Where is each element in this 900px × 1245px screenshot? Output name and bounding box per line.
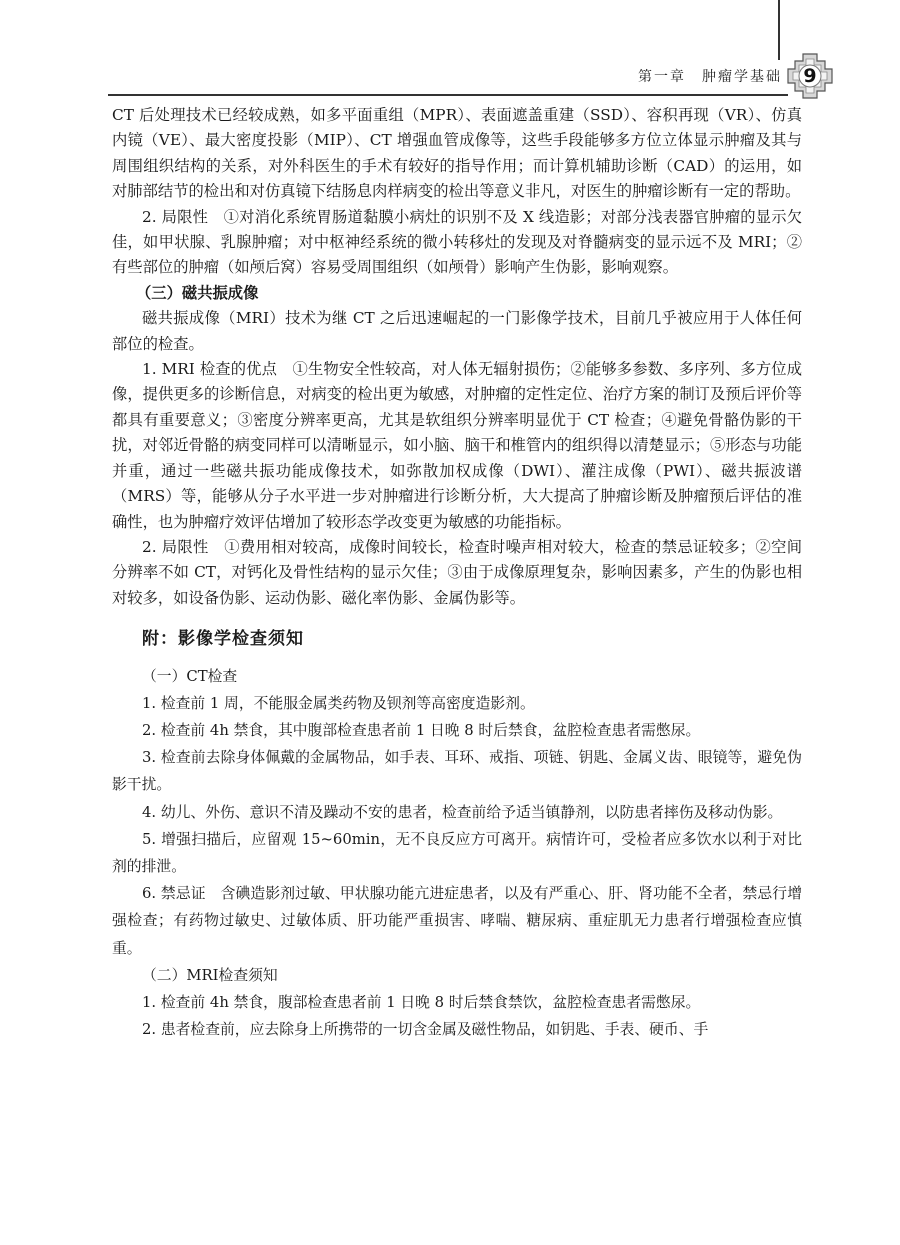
appendix-mri-heading: （二）MRI检查须知 — [142, 966, 278, 984]
list-item: 3. 检查前去除身体佩戴的金属物品，如手表、耳环、戒指、项链、钥匙、金属义齿、眼镜等，避免伪影干扰。 — [112, 749, 802, 794]
paragraph-mri-limitations: 2. 局限性 ①费用相对较高，成像时间较长，检查时噪声相对较大，检查的禁忌证较多；②空间分辨率不如 CT，对钙化及骨性结构的显示欠佳；③由于成像原理复杂，影响因素多，产生的伪影也相对较多，如设备伪影、运动伪影、磁化率伪影、金属伪影等。 — [112, 537, 802, 607]
list-item: 6. 禁忌证 含碘造影剂过敏、甲状腺功能亢进症患者，以及有严重心、肝、肾功能不全者，禁忌行增强检查；有药物过敏史、过敏体质、肝功能严重损害、哮喘、糖尿病、重症肌无力患者行增强检查应慎重。 — [112, 885, 802, 957]
paragraph-mri-advantages: 1. MRI 检查的优点 ①生物安全性较高，对人体无辐射损伤；②能够多参数、多序列、多方位成像，提供更多的诊断信息，对病变的检出更为敏感，对肿瘤的定性定位、治疗方案的制订及预后评价等都具有重要意义；③密度分辨率更高，尤其是软组织分辨率明显优于 CT 检查；④避免骨骼伪影的干扰，对邻近骨骼的病变同样可以清晰显示，如小脑、脑干和椎管内的组织得以清楚显示；⑤形态与功能并重，通过一些磁共振功能成像技术，如弥散加权成像（DWI）、灌注成像（PWI）、磁共振波谱（MRS）等，能够从分子水平进一步对肿瘤进行诊断分析，大大提高了肿瘤诊断及肿瘤预后评估的准确性，也为肿瘤疗效评估增加了较形态学改变更为敏感的功能指标。 — [112, 360, 802, 531]
section-heading-mri: （三）磁共振成像 — [136, 283, 259, 302]
running-title: 第一章 肿瘤学基础 — [638, 69, 782, 85]
page-number-badge — [786, 52, 834, 100]
main-text — [112, 103, 802, 1043]
appendix-ct-heading: （一）CT检查 — [142, 667, 238, 685]
list-item: 5. 增强扫描后，应留观 15~60min，无不良反应方可离开。病情许可，受检者应多饮水以利于对比剂的排泄。 — [112, 830, 802, 875]
paragraph-ct-limitations: 2. 局限性 ①对消化系统胃肠道黏膜小病灶的识别不及 X 线造影；对部分浅表器官肿瘤的显示欠佳，如甲状腺、乳腺肿瘤；对中枢神经系统的微小转移灶的发现及对脊髓病变的显示远不及 MRI；②有些部位的肿瘤（如颅后窝）容易受周围组织（如颅骨）影响产生伪影，影响观察。 — [112, 207, 802, 277]
appendix-title: 附：影像学检查须知 — [142, 629, 304, 650]
header-vertical-rule — [778, 0, 780, 60]
appendix-body — [112, 663, 802, 1044]
list-item: 1. 检查前 1 周，不能服金属类药物及钡剂等高密度造影剂。 — [142, 694, 535, 712]
header-rule — [108, 94, 788, 96]
paragraph-ct-postprocessing: CT 后处理技术已经较成熟，如多平面重组（MPR）、表面遮盖重建（SSD）、容积再现（VR）、仿真内镜（VE）、最大密度投影（MIP）、CT 增强血管成像等，这些手段能够多方位立体显示肿瘤及其与周围组织结构的关系，对外科医生的手术有较好的指导作用；而计算机辅助诊断（CAD）的运用，如对肺部结节的检出和对仿真镜下结肠息肉样病变的检出等意义非凡，对医生的肿瘤诊断有一定的帮助。 — [112, 106, 802, 201]
list-item: 2. 检查前 4h 禁食，其中腹部检查患者前 1 日晚 8 时后禁食，盆腔检查患者需憋尿。 — [142, 721, 701, 739]
list-item: 2. 患者检查前，应去除身上所携带的一切含金属及磁性物品，如钥匙、手表、硬币、手 — [142, 1021, 709, 1039]
list-item: 4. 幼儿、外伤、意识不清及躁动不安的患者，检查前给予适当镇静剂，以防患者摔伤及移动伪影。 — [142, 803, 783, 821]
paragraph-mri-intro: 磁共振成像（MRI）技术为继 CT 之后迅速崛起的一门影像学技术，目前几乎被应用于人体任何部位的检查。 — [112, 309, 802, 353]
page-number: 9 — [803, 65, 817, 87]
list-item: 1. 检查前 4h 禁食，腹部检查患者前 1 日晚 8 时后禁食禁饮，盆腔检查患者需憋尿。 — [142, 993, 701, 1011]
